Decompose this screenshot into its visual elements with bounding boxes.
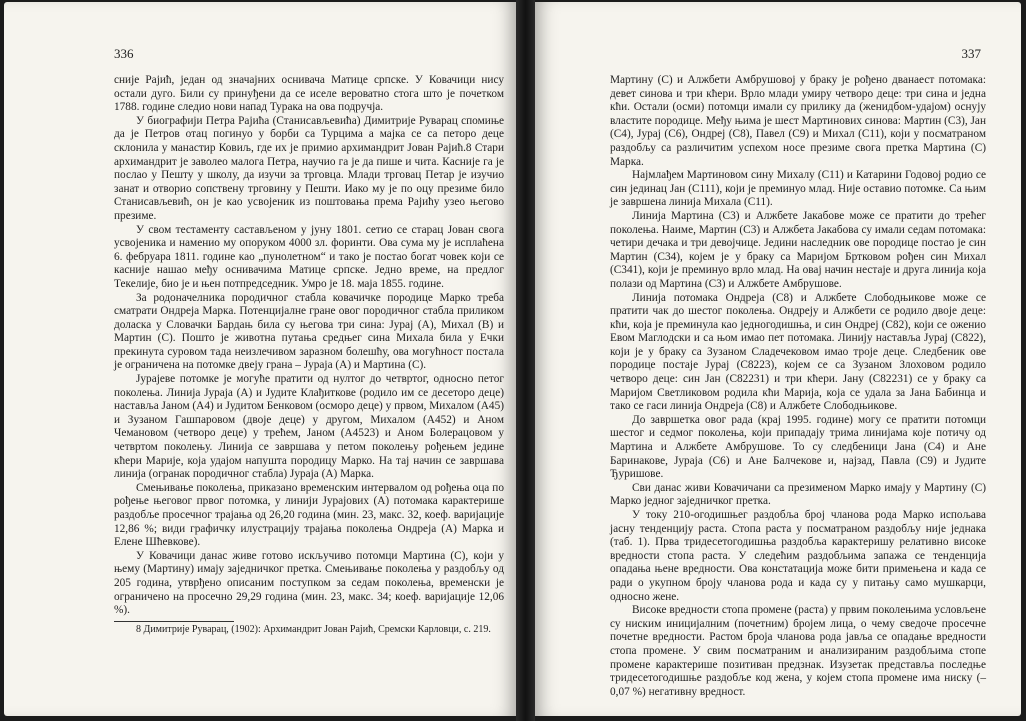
paragraph: До завршетка овог рада (крај 1995. године) могу се пратити потомци шестог и седмог поколења, који припадају трима линијама које потичу од Мартина и Алжбете Амбрушове. То су следбеници Јана (C4) и Ане Баринакове, Јураја (C6) и Ане Балчекове и, најзад, Павла (C9) и Јудите Ђуришове. (610, 413, 986, 481)
paragraph: Линија потомака Ондреја (C8) и Алжбете Слободњиковe може се пратити чак до шестог поколења. Ондреју и Алжбети се родило двоје деце: кћи, која је преминула као једногодишња, и син Ондреј (C82), који се оженио Евом Маглодски и са њом имао пет потомака. Линију наставља Јурај (C822), који је у браку са Зузаном Сладечековом имао троје деце. Следбеник ове породице постаје Јурај (C8223), којем се са Зузаном Злоховом родило четворо деце: син Јан (C82231) и три кћери. Јану (C82231) се у браку са Маријом Светликовом родила кћи Марија, која се удала за Јана Бабинца и тако се гаси линија Ондреја (C8) и Алжбете Слободњиковe. (610, 291, 986, 413)
paragraph: У току 210-огодишњег раздобља број чланова рода Марко испољава јасну тенденцију раста. Стопа раста у посматраном раздобљу није једнака (таб. 1). Прва тридесетогодишња раздобља карактеришу релативно високе вредности стопа раста. У следећим раздобљима запажа се тенденција опадања њене вредности. Ова констатација може бити примењена и када се ради о укупном броју чланова рода и када су у питању само мушкарци, односно жене. (610, 509, 986, 603)
right-page-body (610, 74, 986, 699)
right-page (535, 2, 1021, 716)
left-page-number: 336 (114, 46, 134, 61)
paragraph: Најмлађем Мартиновом сину Михалу (C11) и Катарини Годовој родио се син јединац Јан (C111), који је преминуо млад. Није оставио потомке. Са њим је завршена линија Михала (C11). (610, 169, 986, 209)
paragraph: Сви данас живи Ковачичани са презименом Марко имају у Мартину (C) Марко једног заједничког претка. (610, 481, 986, 508)
paragraph: У свом тестаменту састављеном у јуну 1801. сетио се старац Јован свога усвојеника и наменио му опоруком 4000 зл. форинти. Ова сума му је исплаћена 6. фебруара 1811. године као „пунолетном“ и тако је постао богат човек који се касније нашао међу оснивачима Матице српске. Једно време, на предлог Текелије, био је и њен потпредседник. Умро је 18. маја 1855. године. (114, 223, 504, 290)
paragraph: У биографији Петра Рајића (Станисављевића) Димитрије Руварац спомиње да је Петров отац погинуо у борби са Турцима а мајка се са петоро деце склонила у манастир Ковиљ, где их је примио архимандрит Јован Рајић.8 Стари архимандрит је заволео малога Петра, научио га је да пише и чита. Касније га је послао у Пешту у школу, да изучи за трговца. Млади трговац Петар је изучио занат и отворио сопствену трговину у Пешти. Иако му је по оцу презиме било Станисављевић, он је као усвојеник из поштовања према Рајићу узео његово презиме. (114, 114, 504, 222)
footnote-divider (114, 621, 234, 622)
paragraph: сније Рајић, један од значајних оснивача Матице српске. У Ковачици нису остали дуго. Били су принуђени да се иселе вероватно стога што је почетком 1788. године следио нови напад Турака на ова подручја. (114, 74, 504, 114)
paragraph: Линија Мартина (C3) и Алжбете Јакабове може се пратити до трећег поколења. Наиме, Мартин (C3) и Алжбета Јакабова су имали седам потомака: четири дечака и три девојчице. Једини наследник ове породице постао је син Мартин (C34), којем је у браку са Маријом Бртковом рођен син Михал (C341), који је преминуо врло млад. На овај начин нестаје и друга линија која полази од Мартина (C3) и Алжбете Амбрушове. (610, 209, 986, 290)
paragraph: У Ковачици данас живе готово искључиво потомци Мартина (C), који у њему (Мартину) имају заједничког претка. Смењивање поколења у раздобљу од 205 година, утврђено описаним поступком за седам поколења, временски је ограничено на просечно 29,29 година (мин. 23, макс. 34; коеф. варијације 12,06 %). (114, 549, 504, 617)
paragraph: Високе вредности стопа промене (раста) у првим поколењима условљене су ниским иницијалним (почетним) бројем лица, о чему сведоче просечне почетне вредности. Растом броја чланова рода јавља се опадање вредности стопа промене. У свим посматраним и анализираним раздобљима стопе промене карактерише позитиван предзнак. Изузетак представља последње тридесетогодишње раздобље код жена, у којем стопа промене има ниску (–0,07 %) негативну вредност. (610, 604, 986, 698)
book-gutter (516, 0, 535, 721)
left-page (4, 2, 516, 716)
paragraph: Јурајеве потомке је могуће пратити од нултог до четвртог, односно петог поколења. Линија Јураја (A) и Јудите Клађиткове (родило им се десеторо деце) наставља Јаном (A4) и Јудитом Бенковом (осморо деце) у првом, Михалом (A45) и Зузаном Гашпаровом (двоје деце) у другом, Михалом (A452) и Аном Чемановом (четворо деце) у трећем, Јаном (A4523) и Аном Болерацовом у четвртом поколењу. Линија се завршава у петом поколењу рођењем једине кћери Марије, која удајом напушта породицу Марко. На тај начин се завршава линија (огранак породичног стабла) Јураја (A) Марка. (114, 373, 504, 481)
paragraph: За родоначелника породичног стабла ковачичке породице Марко треба сматрати Ондреја Марка. Потенцијалне гране овог породичног стабла приликом доласка у Словачки Бардањ била су његова три сина: Јурај (A), Михал (B) и Мартин (C). Пошто је животна путања средњег сина Михала била у Ечки прекинута суровом тада неизлечивом заразном болешћу, ова могућност постала је ограничена на потомке двеју грана – Јураја (A) и Мартина (C). (114, 291, 504, 372)
paragraph: Смењивање поколења, приказано временским интервалом од рођења оца по рођење његовог првог потомка, у линији Јурајових (A) потомака карактерише раздобље просечног трајања од 26,20 година (мин. 23, макс. 32, коеф. варијације 12,86 %; види графичку илустрацију трајања поколења Ондреја (A) Марка и Елене Шћевкове). (114, 481, 504, 549)
paragraph: Мартину (C) и Алжбети Амбрушовој у браку је рођено дванаест потомака: девет синова и три кћери. Врло млади умиру четворо деце: три сина и једна кћи. Остали (осми) потомци имали су прилику да (женидбом-удајом) оснују властите породице. Међу њима је шест Мартинових синова: Мартин (C3), Јан (C4), Јурај (C6), Ондреј (C8), Павел (C9) и Михал (C11), који у посматраном раздобљу са различитим успехом носе презиме свога претка Мартина (C) Марка. (610, 74, 986, 168)
right-page-number: 337 (961, 46, 981, 61)
footnote: 8 Димитрије Руварац, (1902): Архимандрит Јован Рајић, Сремски Карловци, с. 219. (136, 623, 491, 635)
left-page-body (114, 74, 504, 636)
